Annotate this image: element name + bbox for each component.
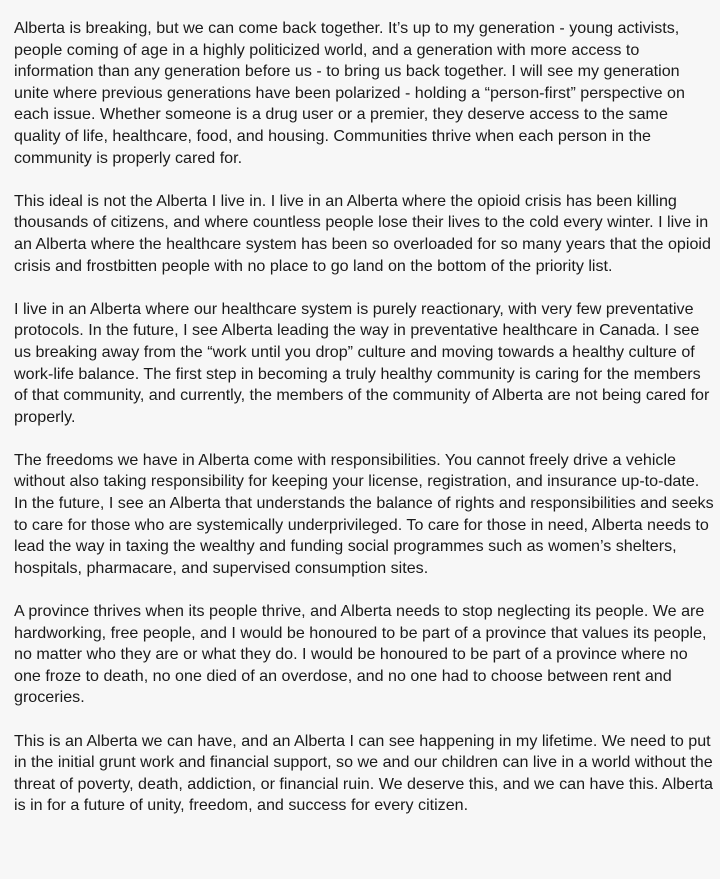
- paragraph-3: I live in an Alberta where our healthcare system is purely reactionary, with very few preventative protocols. In the future, I see Alberta leading the way in preventative healthcare in Canada. I see us breaking away from the “work until you drop” culture and moving towards a healthy culture of work-life balance. The first step in becoming a truly healthy community is caring for the members of that community, and currently, the members of the community of Alberta are not being cared for properly.: [14, 299, 710, 426]
- paragraph-1: Alberta is breaking, but we can come back together. It’s up to my generation - young activists, people coming of age in a highly politicized world, and a generation with more access to information than any generation before us - to bring us back together. I will see my generation unite where previous generations have been polarized - holding a “person-first” perspective on each issue. Whether someone is a drug user or a premier, they deserve access to the same quality of life, healthcare, food, and housing. Communities thrive when each person in the community is properly cared for.: [14, 19, 685, 167]
- paragraph-4: The freedoms we have in Alberta come with responsibilities. You cannot freely drive a vehicle without also taking responsibility for keeping your license, registration, and insurance up-to-date. In the future, I see an Alberta that understands the balance of rights and responsibilities and seeks to care for those who are systemically underprivileged. To care for those in need, Alberta needs to lead the way in taxing the wealthy and funding social programmes such as women’s shelters, hospitals, pharmacare, and supervised consumption sites.: [14, 450, 714, 577]
- paragraph-5: A province thrives when its people thrive, and Alberta needs to stop neglecting its people. We are hardworking, free people, and I would be honoured to be part of a province that values its people, no matter who they are or what they do. I would be honoured to be part of a province where no one froze to death, no one died of an overdose, and no one had to choose between rent and groceries.: [14, 602, 707, 707]
- essay-text: [14, 18, 716, 817]
- paragraph-2: This ideal is not the Alberta I live in. I live in an Alberta where the opioid crisis has been killing thousands of citizens, and where countless people lose their lives to the cold every winter. I live in an Alberta where the healthcare system has been so overloaded for so many years that the opioid crisis and frostbitten people with no place to go land on the bottom of the priority list.: [14, 191, 711, 275]
- paragraph-6: This is an Alberta we can have, and an Alberta I can see happening in my lifetime. We need to put in the initial grunt work and financial support, so we and our children can live in a world without the threat of poverty, death, addiction, or financial ruin. We deserve this, and we can have this. Alberta is in for a future of unity, freedom, and success for every citizen.: [14, 731, 713, 815]
